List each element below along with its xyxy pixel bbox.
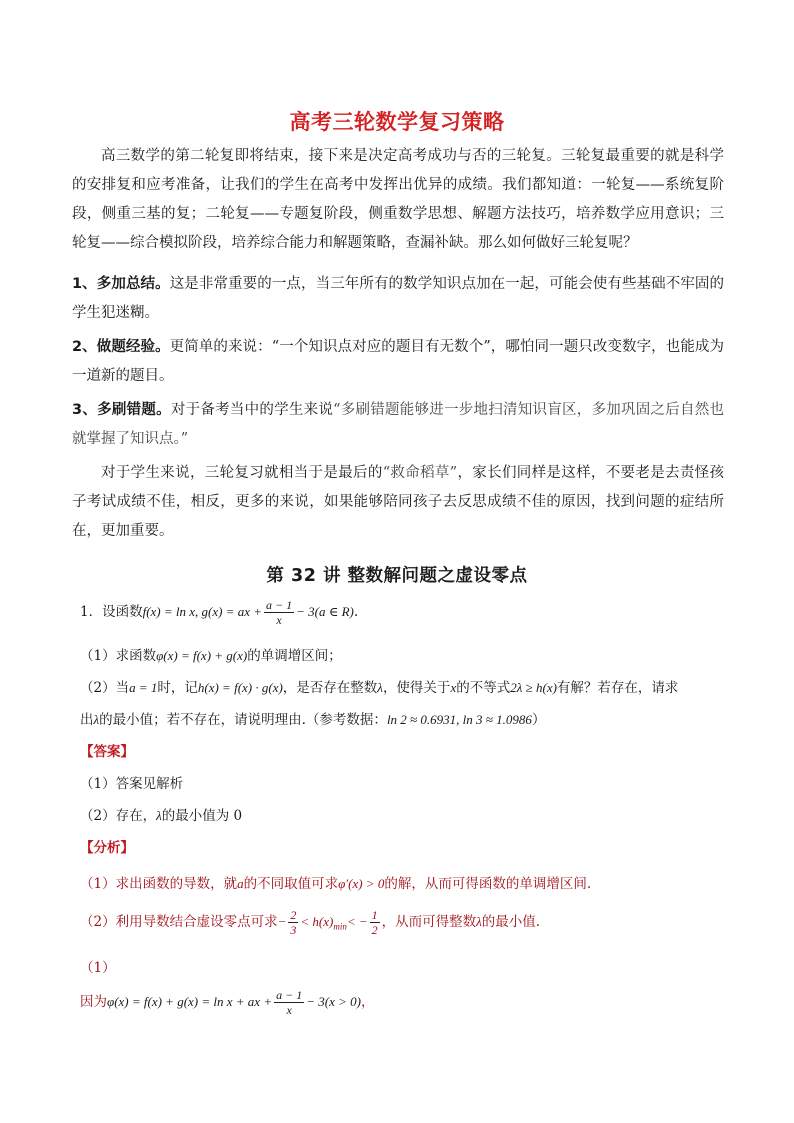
point-2-head: 2、做题经验。 (72, 339, 170, 355)
stem-frac-den: x (276, 613, 282, 627)
question-2 (80, 676, 678, 696)
point-2-text: 更简单的来说：“一个知识点对应的题目有无数个”，哪怕同一题只改变数字，也能成为一道新的题目。 (72, 339, 725, 384)
stem-end: . (353, 604, 359, 620)
intro-paragraph: 高三数学的第二轮复即将结束，接下来是决定高考成功与否的三轮复。三轮复最重要的就是科学的安排复和应考准备，让我们的学生在高考中发挥出优异的成绩。我们都知道：一轮复——系统复阶段，侧重三基的复；二轮复——专题复阶段，侧重数学思想、解题方法技巧，培养数学应用意识；三轮复——综合模拟阶段，培养综合能力和解题策略，查漏补缺。那么如何做好三轮复呢？ (72, 148, 724, 251)
answer-2 (80, 804, 242, 824)
analysis-2-frac-1-num: 2 (290, 908, 297, 922)
analysis-2-lambda: λ (476, 914, 482, 929)
q1-post: 的单调增区间； (247, 648, 342, 664)
answer-label: 【答案】 (80, 744, 134, 760)
analysis-2-frac-2 (370, 908, 380, 937)
page-title: 高考三轮数学复习策略 (289, 110, 505, 134)
stem-prefix: 1．设函数 (80, 604, 143, 620)
q1-pre: （1）求函数 (80, 648, 157, 664)
closing-quote: “救命稻草” (382, 465, 458, 481)
analysis-line-1 (80, 872, 591, 892)
analysis-1-pre: （1）求出函数的导数，就 (80, 876, 238, 892)
stem-math-a: f(x) = ln x, g(x) = ax + (142, 604, 263, 619)
solution-2-math-b: − 3(x > 0) (306, 994, 361, 1009)
analysis-line-2 (80, 908, 540, 937)
q2-reference-data: ln 2 ≈ 0.6931, ln 3 ≈ 1.0986 (386, 712, 532, 727)
analysis-2-pre: （2）利用导数结合虚设零点可求 (80, 914, 278, 930)
solution-2-math-a: φ(x) = f(x) + g(x) = ln x + ax + (107, 994, 273, 1009)
q2-math-a: a = 1 (129, 680, 158, 695)
analysis-2-math-b: < h(x) (300, 914, 334, 929)
q2-lambda: λ (377, 680, 383, 695)
solution-step-2 (80, 988, 374, 1017)
solution-2-post: ， (360, 994, 375, 1010)
point-3-quote: “多刷错题能够进一步地扫清知识盲区，多加巩固之后自然也就掌握了知识点。” (72, 402, 724, 447)
analysis-1-mid: 的不同取值可求 (243, 876, 339, 892)
solution-2-pre: 因为 (80, 994, 107, 1010)
q2-mid4: 的不等式 (456, 680, 511, 696)
q2-line2-end: ） (531, 712, 546, 728)
answer-2-pre: （2）存在， (80, 808, 157, 824)
solution-step-1: （1） (80, 960, 116, 976)
answer-2-lambda: λ (156, 808, 162, 823)
q2-mid2: ，是否存在整数 (282, 680, 378, 696)
answer-2-post: 的最小值为 0 (161, 808, 243, 824)
q1-math: φ(x) = f(x) + g(x) (156, 648, 248, 663)
q2-line2-pre: 出 (80, 712, 94, 728)
analysis-2-frac-1 (288, 908, 298, 937)
stem-frac-num: a − 1 (266, 598, 293, 612)
question-2-line-2 (80, 708, 545, 728)
point-3-head: 3、多刷错题。 (72, 402, 171, 418)
analysis-2-frac-2-den: 2 (371, 923, 378, 937)
q2-line2-lambda: λ (93, 712, 100, 727)
analysis-1-post: 的解，从而可得函数的单调增区间. (384, 876, 592, 892)
analysis-2-frac-1-den: 3 (290, 923, 297, 937)
closing-post: ，家长们同样是这样，不要老是去责怪孩子考试成绩不佳，相反，更多的来说，如果能够陪同孩子去反思成绩不佳的原因，找到问题的症结所在，更加重要。 (72, 465, 724, 539)
closing-paragraph (72, 459, 724, 546)
q2-inequality: 2λ ≥ h(x) (510, 680, 557, 695)
closing-pre: 对于学生来说，三轮复习就相当于是最后的 (101, 465, 383, 481)
analysis-2-post-b: 的最小值. (481, 914, 541, 930)
q2-mid3: ，使得关于 (382, 680, 451, 696)
q2-pre: （2）当 (80, 680, 130, 696)
point-3-text: 对于备考当中的学生来说 (170, 402, 334, 418)
analysis-2-math-c: < − (346, 914, 368, 929)
q2-x: x (450, 680, 457, 695)
answer-1: （1）答案见解析 (80, 776, 184, 792)
q2-end: 有解？若存在，请求 (556, 680, 679, 696)
point-1-text: 这是非常重要的一点，当三年所有的数学知识点加在一起，可能会使有些基础不牢固的学生犯迷糊。 (72, 276, 725, 321)
question-1 (80, 644, 342, 664)
analysis-2-frac-2-num: 1 (371, 908, 378, 922)
analysis-1-a: a (237, 876, 244, 891)
point-1 (72, 270, 724, 328)
lecture-heading: 第 32 讲 整数解问题之虚设零点 (266, 566, 528, 586)
analysis-2-post-a: ，从而可得整数 (381, 914, 477, 930)
analysis-2-math-a: − (277, 914, 287, 929)
analysis-1-math: φ′(x) > 0 (338, 876, 385, 891)
q2-line2-mid: 的最小值；若不存在，请说明理由.（参考数据： (99, 712, 387, 728)
point-1-head: 1、多加总结。 (72, 276, 170, 292)
q2-math-b: h(x) = f(x) · g(x) (197, 680, 283, 695)
solution-2-frac-num: a − 1 (276, 988, 303, 1002)
analysis-2-sub: min (333, 921, 347, 932)
problem-stem (80, 598, 358, 627)
solution-2-frac (274, 988, 304, 1017)
point-2 (72, 333, 724, 391)
stem-math-b: − 3(a ∈ R) (296, 604, 354, 619)
point-3 (72, 396, 724, 454)
analysis-label: 【分析】 (80, 840, 134, 856)
solution-2-frac-den: x (286, 1003, 292, 1017)
stem-fraction (264, 598, 294, 627)
q2-mid: 时，记 (157, 680, 198, 696)
